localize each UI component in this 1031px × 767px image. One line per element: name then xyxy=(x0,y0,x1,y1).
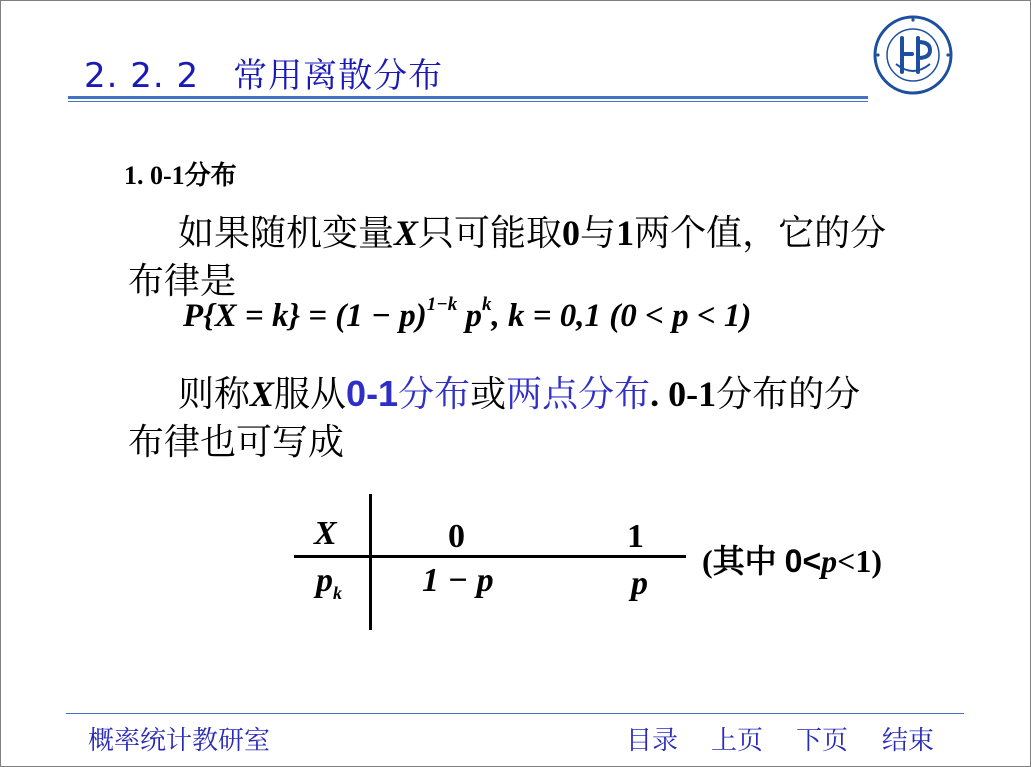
para3-text-b: 服从 xyxy=(274,374,347,415)
table-prob-1: p xyxy=(631,565,648,602)
para3-text-a: 则称 xyxy=(178,374,251,415)
para3-period: . xyxy=(650,374,669,414)
footer-department: 概率统计教研室 xyxy=(88,726,271,756)
nav-next-link[interactable]: 下页 xyxy=(796,726,849,756)
nav-contents-link[interactable]: 目录 xyxy=(626,726,679,756)
formula-exp-1: 1−k xyxy=(426,294,458,315)
note-close: <1) xyxy=(837,543,883,579)
para3-0-1: 0-1 xyxy=(668,374,717,414)
table-value-1: 1 xyxy=(627,518,644,555)
note-condition: 0< xyxy=(784,543,822,579)
pmf-formula xyxy=(183,294,752,335)
para4-text: 布律也可写成 xyxy=(128,422,345,463)
term-0-1-label: 分布 xyxy=(398,374,471,415)
para2-text: 布律是 xyxy=(128,261,237,302)
table-head-pk xyxy=(316,562,342,604)
table-note xyxy=(702,536,882,582)
item-heading-text: 1. 0-1分布 xyxy=(124,161,237,190)
nav-end-link[interactable]: 结束 xyxy=(882,726,935,756)
table-vertical-rule xyxy=(369,494,372,630)
table-prob-0: 1 − p xyxy=(422,562,494,599)
para1-text-d: 两个值，它的分 xyxy=(634,213,887,254)
title-underline xyxy=(68,96,868,99)
para1-value-0: 0 xyxy=(562,213,581,253)
formula-rhs: , k = 0,1 (0 < p < 1) xyxy=(491,298,752,334)
paragraph-4 xyxy=(128,414,344,465)
paragraph-3 xyxy=(128,366,860,417)
section-title xyxy=(84,48,443,97)
title-underline-thin xyxy=(68,101,868,102)
table-head-k: k xyxy=(333,582,342,603)
paragraph-1 xyxy=(128,205,886,256)
table-value-0: 0 xyxy=(448,518,465,555)
term-two-point: 两点分布 xyxy=(506,374,651,415)
nav-previous-link[interactable]: 上页 xyxy=(711,726,764,756)
table-head-p: p xyxy=(316,562,333,599)
para1-text-c: 与 xyxy=(580,213,617,254)
para1-text-b: 只可能取 xyxy=(418,213,563,254)
paragraph-2 xyxy=(128,253,236,304)
note-p: p xyxy=(821,543,838,579)
formula-exp-2: k xyxy=(482,294,492,315)
university-logo-icon xyxy=(872,14,954,96)
formula-mid: p xyxy=(457,298,482,334)
formula-lhs: P{X = k} = (1 − p) xyxy=(183,298,427,334)
para1-var-x: X xyxy=(394,213,419,253)
para3-text-f: 分布的分 xyxy=(716,374,861,415)
section-number: 2. 2. 2 xyxy=(84,56,200,96)
para3-text-c: 或 xyxy=(470,374,507,415)
para3-var-x: X xyxy=(250,374,275,414)
note-open: (其中 xyxy=(702,543,785,579)
term-0-1-number: 0-1 xyxy=(346,373,399,414)
section-title-text: 常用离散分布 xyxy=(233,56,444,96)
table-head-x: X xyxy=(314,515,337,552)
para1-value-1: 1 xyxy=(616,213,635,253)
para1-text-a: 如果随机变量 xyxy=(178,213,395,254)
item-heading xyxy=(124,155,237,192)
footer-rule xyxy=(66,713,964,714)
